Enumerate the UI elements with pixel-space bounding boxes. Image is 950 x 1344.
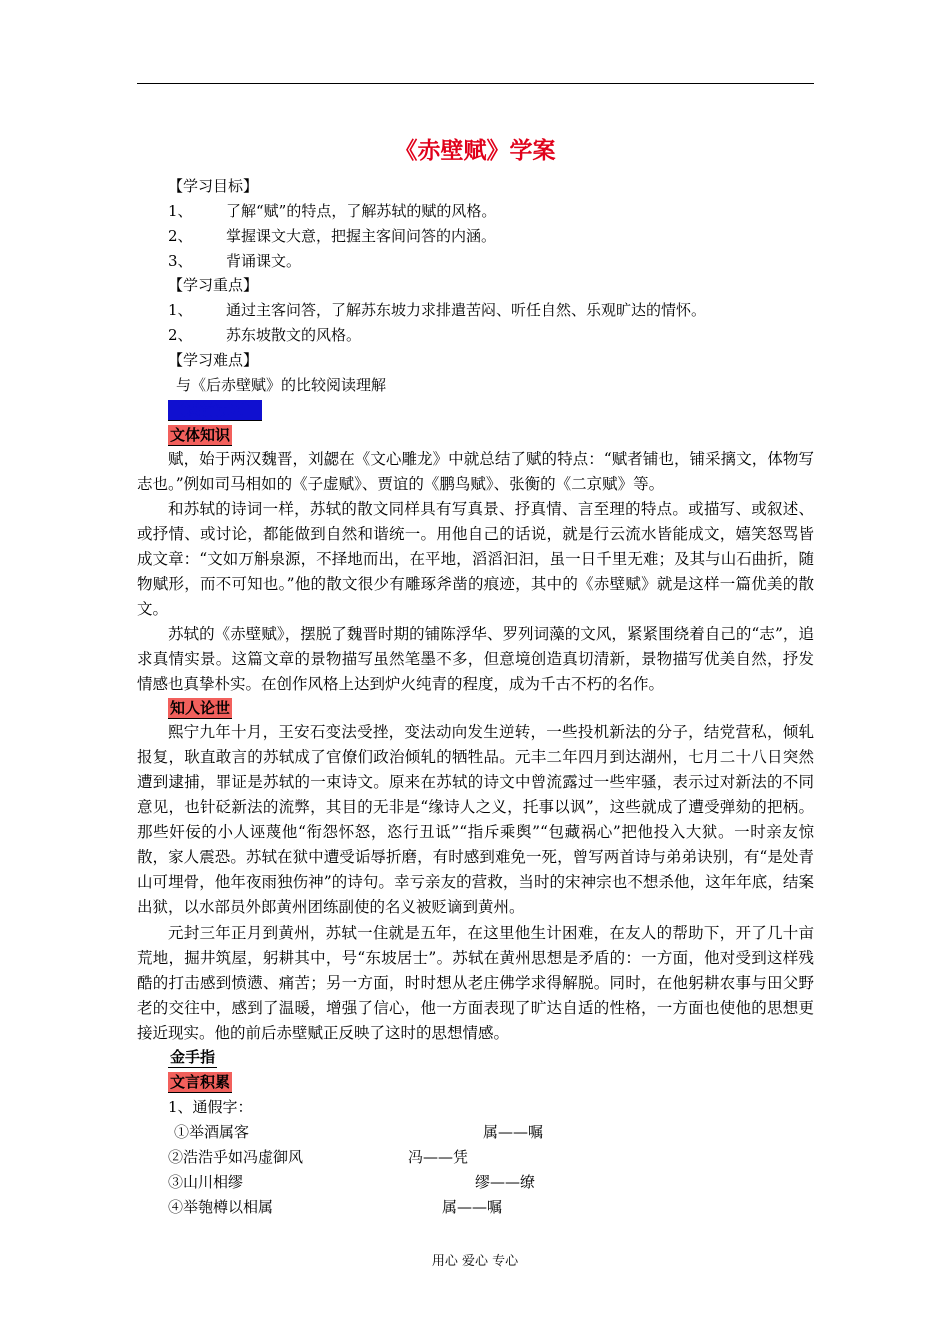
focus-heading: 【学习重点】 <box>168 276 259 294</box>
wenti-paragraph-3: 苏轼的《赤壁赋》，摆脱了魏晋时期的铺陈浮华、罗列词藻的文风，紧紧围绕着自己的“志”，追求真情实景。这篇文章的景物描写虽然笔墨不多，但意境创造真切清新，景物描写优美自然，抒发情感也真挚朴实。在创作风格上达到炉火纯青的程度，成为千古不朽的名作。 <box>137 625 814 693</box>
focus-item: 1、 通过主客问答，了解苏东坡力求排遣苦闷、听任自然、乐观旷达的情怀。 <box>168 301 707 319</box>
header-rule <box>137 83 814 84</box>
zhiren-paragraph-2: 元封三年正月到黄州，苏轼一住就是五年，在这里他生计困难，在友人的帮助下，开了几十亩荒地，掘井筑屋，躬耕其中，号“东坡居士”。苏轼在黄州思想是矛盾的：一方面，他对受到这样残酷的打击感到愤懑、痛苦；另一方面，时时想从老庄佛学求得解脱。同时，在他躬耕农事与田父野老的交往中，感到了温暖，增强了信心，他一方面表现了旷达自适的性格，一方面也使他的思想更接近现实。他的前后赤壁赋正反映了这时的思想情感。 <box>137 924 814 1042</box>
tongjia-pair: 属——嘱 <box>442 1198 503 1216</box>
section-tag-wenti: 文体知识 <box>170 426 231 444</box>
wenyan-subheading: 1、通假字： <box>168 1098 253 1116</box>
goal-item: 3、 背诵课文。 <box>168 252 302 270</box>
tongjia-pair: 属——嘱 <box>483 1123 544 1141</box>
goal-item: 2、 掌握课文大意，把握主客间问答的内涵。 <box>168 227 497 245</box>
tongjia-item: ②浩浩乎如冯虚御风 <box>168 1148 304 1166</box>
section-tag-jinshouzhi: 金手指 <box>170 1048 216 1066</box>
difficulty-heading: 【学习难点】 <box>168 351 259 369</box>
tongjia-pair: 冯——凭 <box>408 1148 469 1166</box>
page-footer: 用心 爱心 专心 <box>431 1254 519 1269</box>
wenti-paragraph-2: 和苏轼的诗词一样，苏轼的散文同样具有写真景、抒真情、言至理的特点。或描写、或叙述、或抒情、或讨论，都能做到自然和谐统一。用他自己的话说，就是行云流水皆能成文，嬉笑怒骂皆成文章：“文如万斛泉源，不择地而出，在平地，滔滔汩汩，虽一日千里无难；及其与山石曲折，随物赋形，而不可知也。”他的散文很少有雕琢斧凿的痕迹，其中的《赤壁赋》就是这样一篇优美的散文。 <box>137 500 814 618</box>
goal-item: 1、 了解“赋”的特点，了解苏轼的赋的风格。 <box>168 202 497 220</box>
preview-tag: 【课前预习】 <box>170 401 261 419</box>
tongjia-pair: 缪——缭 <box>475 1173 536 1191</box>
tongjia-item: ①举酒属客 <box>174 1123 250 1141</box>
section-tag-zhiren: 知人论世 <box>170 699 231 717</box>
section-tag-wenyan: 文言积累 <box>170 1073 231 1091</box>
tongjia-item: ③山川相缪 <box>168 1173 244 1191</box>
difficulty-text: 与《后赤壁赋》的比较阅读理解 <box>176 376 387 394</box>
focus-item: 2、 苏东坡散文的风格。 <box>168 326 362 344</box>
goals-heading: 【学习目标】 <box>168 177 259 195</box>
zhiren-paragraph-1: 熙宁九年十月，王安石变法受挫，变法动向发生逆转，一些投机新法的分子，结党营私，倾轧报复，耿直敢言的苏轼成了官僚们政治倾轧的牺牲品。元丰二年四月到达湖州，七月二十八日突然遭到逮捕，罪证是苏轼的一束诗文。原来在苏轼的诗文中曾流露过一些牢骚，表示过对新法的不同意见，也针砭新法的流弊，其目的无非是“缘诗人之义，托事以讽”，这些就成了遭受弹劾的把柄。那些奸佞的小人诬蔑他“衔怨怀怒，恣行丑诋”“指斥乘舆”“包藏祸心”把他投入大狱。一时亲友惊散，家人震恐。苏轼在狱中遭受诟辱折磨，有时感到难免一死，曾写两首诗与弟弟诀别，有“是处青山可埋骨，他年夜雨独伤神”的诗句。幸亏亲友的营救，当时的宋神宗也不想杀他，这年年底，结案出狱，以水部员外郎黄州团练副使的名义被贬谪到黄州。 <box>137 723 814 916</box>
wenti-paragraph-1: 赋，始于两汉魏晋，刘勰在《文心雕龙》中就总结了赋的特点：“赋者铺也，铺采摛文，体物写志也。”例如司马相如的《子虚赋》、贾谊的《鹏鸟赋》、张衡的《二京赋》等。 <box>137 450 814 493</box>
tongjia-item: ④举匏樽以相属 <box>168 1198 274 1216</box>
page-title: 《赤壁赋》学案 <box>394 138 556 164</box>
